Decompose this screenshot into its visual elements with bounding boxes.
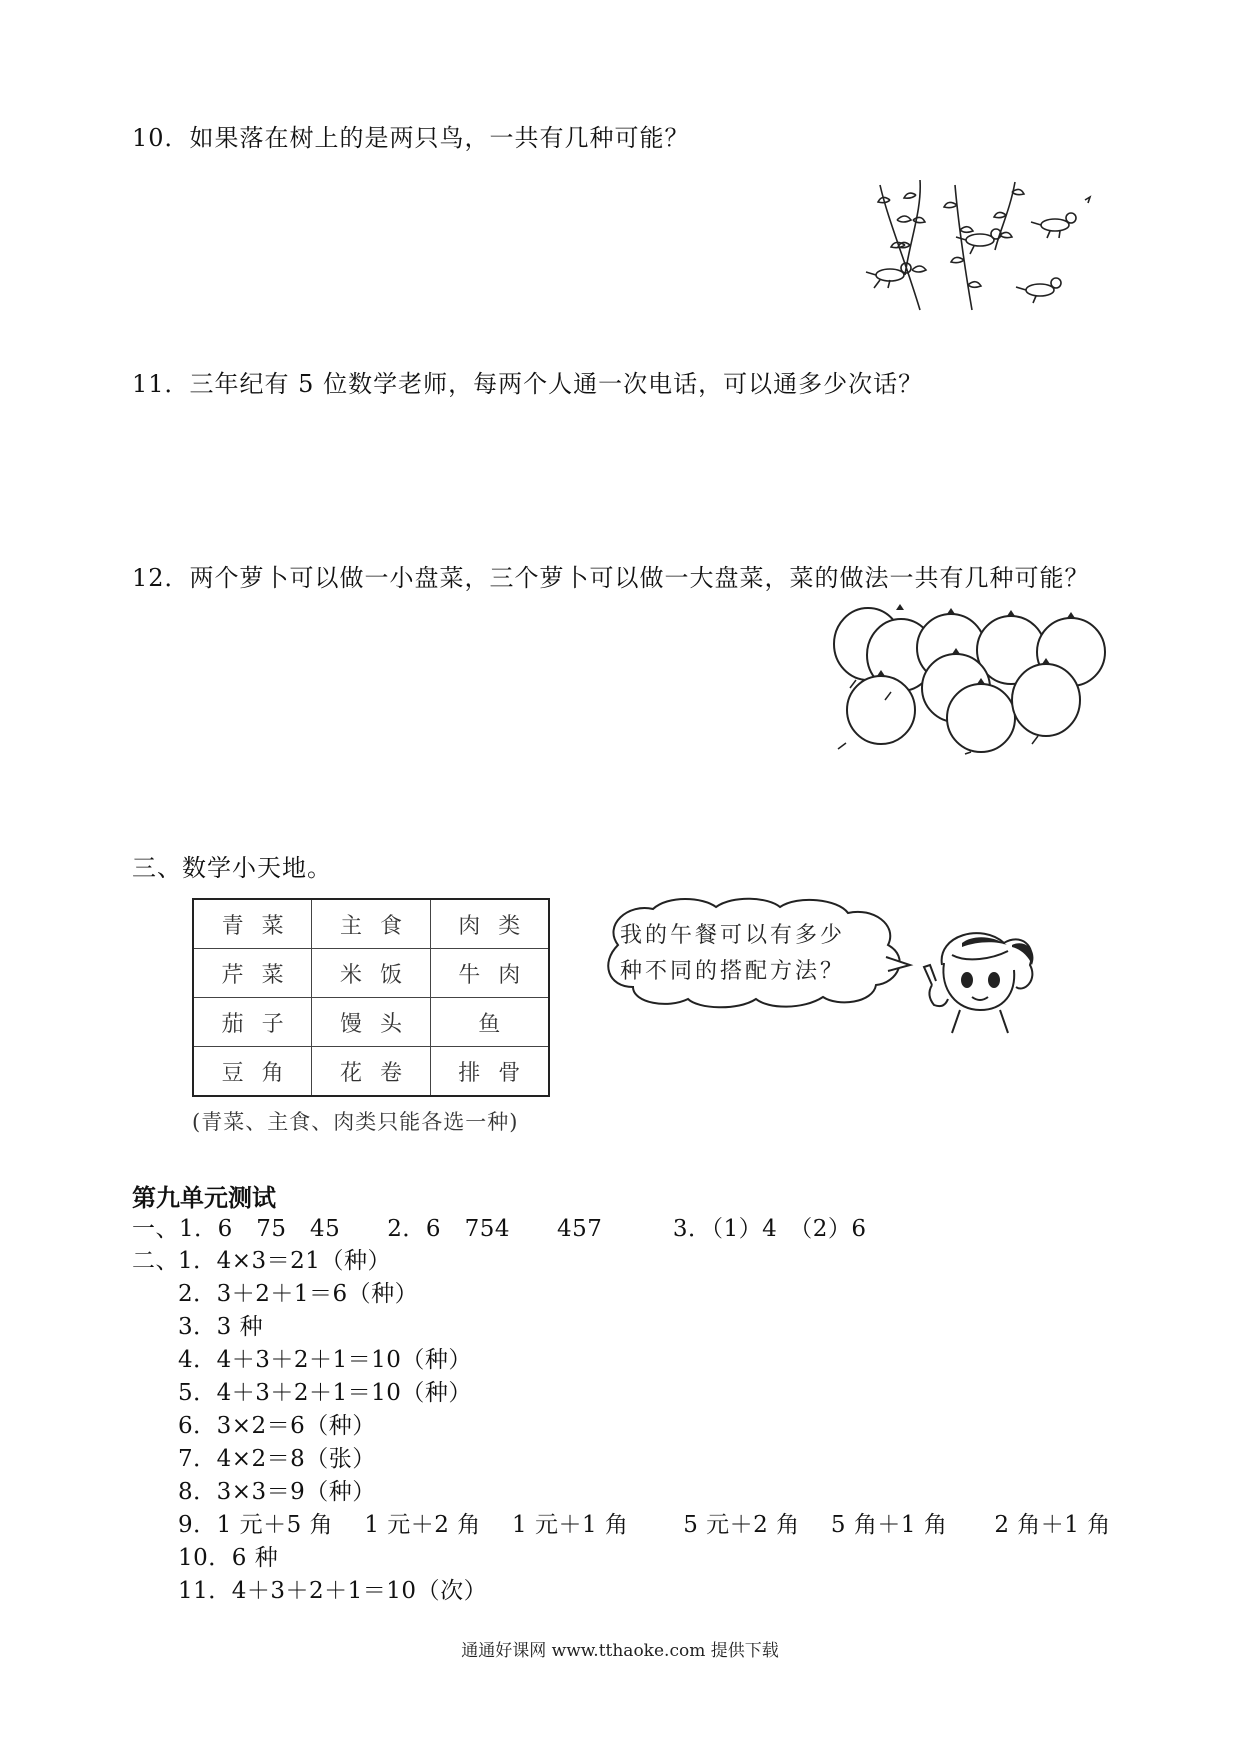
lunch-menu-table bbox=[192, 898, 550, 1097]
answers-title: 第九单元测试 bbox=[132, 1184, 276, 1212]
answer-item: 1．4×3＝21（种） bbox=[178, 1248, 391, 1274]
table-cell: 米饭 bbox=[312, 949, 430, 998]
table-header-row bbox=[193, 899, 549, 949]
answer-item: 9．1 元＋5 角 1 元＋2 角 1 元＋1 角 5 元＋2 角 5 角＋1 角 2 角＋1 角 bbox=[178, 1512, 1111, 1538]
table-header-cell: 肉类 bbox=[430, 899, 549, 949]
answer-part-2-label: 二、 bbox=[132, 1248, 179, 1274]
question-11: 11．三年纪有 5 位数学老师，每两个人通一次电话，可以通多少次话？ bbox=[132, 370, 924, 398]
answer-item: 3．3 种 bbox=[178, 1314, 264, 1340]
table-header-cell: 青菜 bbox=[193, 899, 312, 949]
speech-line-2: 种不同的搭配方法？ bbox=[620, 959, 846, 984]
table-note: (青菜、主食、肉类只能各选一种) bbox=[192, 1110, 519, 1134]
answer-item: 11．4＋3＋2＋1＝10（次） bbox=[178, 1578, 488, 1604]
answer-item: 5．4＋3＋2＋1＝10（种） bbox=[178, 1380, 472, 1406]
question-10: 10．如果落在树上的是两只鸟，一共有几种可能？ bbox=[132, 124, 690, 152]
table-cell: 牛肉 bbox=[430, 949, 549, 998]
table-cell: 芹菜 bbox=[193, 949, 312, 998]
answer-item: 6．3×2＝6（种） bbox=[178, 1413, 376, 1439]
table-header-cell: 主食 bbox=[312, 899, 430, 949]
table-row bbox=[193, 949, 549, 998]
speech-line-1: 我的午餐可以有多少 bbox=[620, 923, 846, 948]
table-cell: 排骨 bbox=[430, 1047, 549, 1097]
answer-item: 2．3＋2＋1＝6（种） bbox=[178, 1281, 419, 1307]
table-cell: 豆角 bbox=[193, 1047, 312, 1097]
table-row bbox=[193, 1047, 549, 1097]
table-row bbox=[193, 998, 549, 1047]
answer-item: 10．6 种 bbox=[178, 1545, 279, 1571]
section-3-title: 三、数学小天地。 bbox=[132, 854, 332, 882]
answer-item: 7．4×2＝8（张） bbox=[178, 1446, 376, 1472]
table-cell: 花卷 bbox=[312, 1047, 430, 1097]
question-12: 12．两个萝卜可以做一小盘菜，三个萝卜可以做一大盘菜，菜的做法一共有几种可能？ bbox=[132, 564, 1090, 592]
table-cell: 馒头 bbox=[312, 998, 430, 1047]
table-cell: 茄子 bbox=[193, 998, 312, 1047]
answer-item: 8．3×3＝9（种） bbox=[178, 1479, 376, 1505]
answer-part-1: 一、1．6 75 45 2．6 754 457 3．（1）4 （2）6 bbox=[132, 1216, 867, 1242]
birds-on-branches-illustration bbox=[850, 180, 1110, 315]
radishes-illustration bbox=[826, 600, 1116, 755]
girl-illustration bbox=[912, 925, 1042, 1035]
answer-item: 4．4＋3＋2＋1＝10（种） bbox=[178, 1347, 472, 1373]
page-footer: 通通好课网 www.tthaoke.com 提供下载 bbox=[461, 1641, 779, 1661]
table-cell: 鱼 bbox=[430, 998, 549, 1047]
